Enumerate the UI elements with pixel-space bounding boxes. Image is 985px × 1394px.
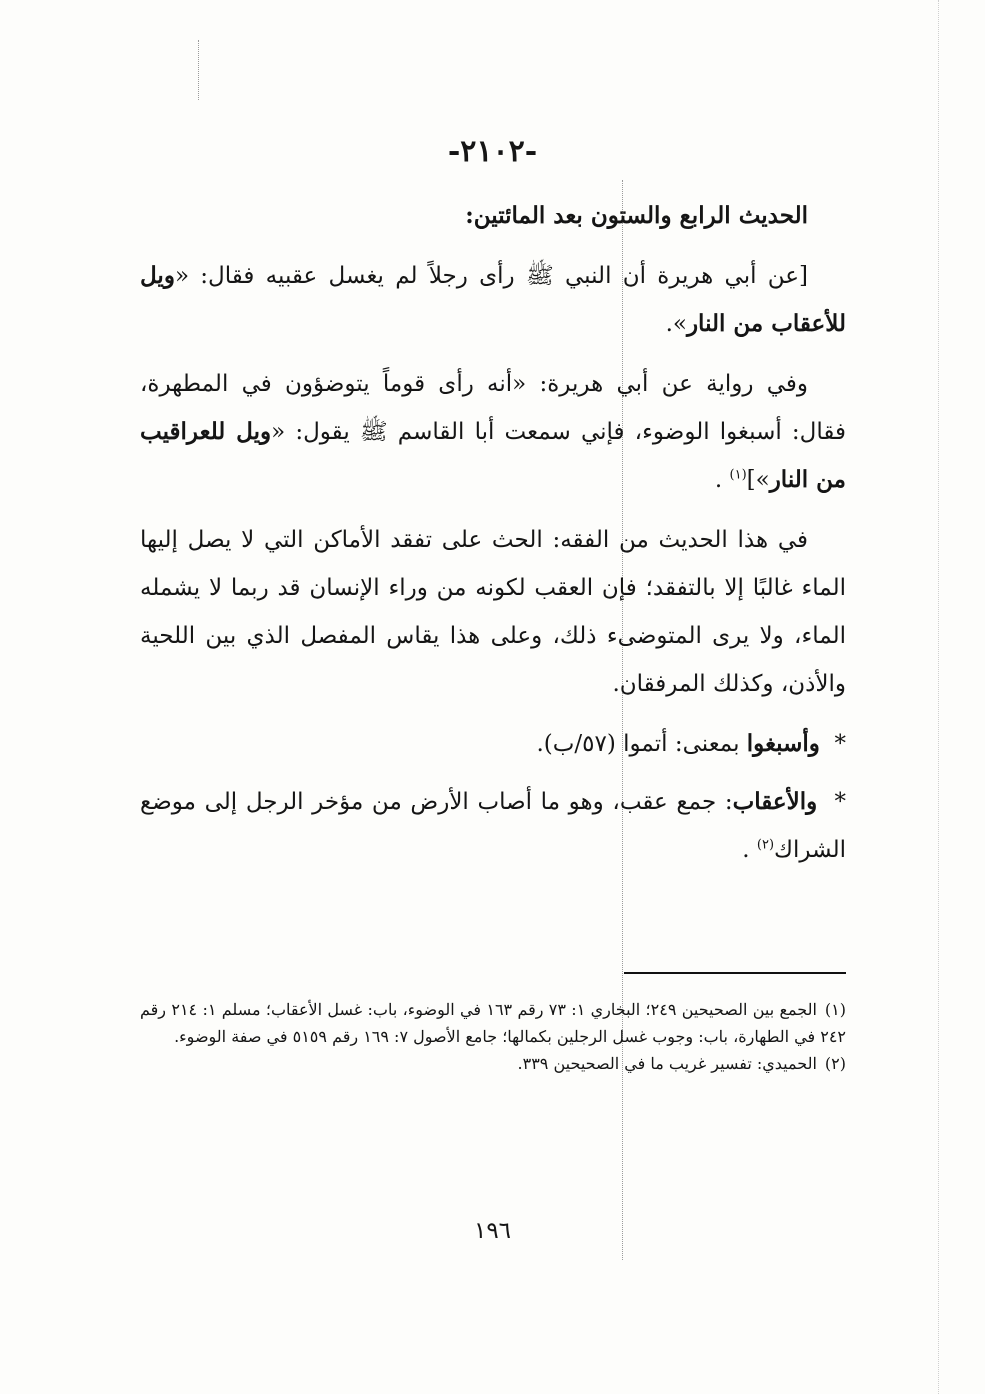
footnote: (١)الجمع بين الصحيحين ٢٤٩؛ البخاري ١: ٧٣ رقم ١٦٣ في الوضوء، باب: غسل الأعقاب؛ مسلم ١: ٢١٤ رقم ٢٤٢ في الطهارة، باب: وجوب غسل الرجلين بكمالها؛ جامع الأصول ٧: ١٦٩ رقم ٥١٥٩ في صفة الوضوء. — [140, 1000, 847, 1046]
definition-item: * وأسبغوا بمعنى: أتموا (٥٧/ب). — [536, 730, 846, 757]
hadith-text: [عن أبي هريرة أن النبي ﷺ رأى رجلاً لم يغسل عقبيه فقال: «ويل للأعقاب من النار». — [140, 262, 846, 337]
definition-item: * والأعقاب: جمع عقب، وهو ما أصاب الأرض من مؤخر الرجل إلى موضع الشراك$^{(٢)}$ . — [140, 788, 846, 863]
scan-artifact-line — [938, 0, 939, 1394]
hadith-variant-text: وفي رواية عن أبي هريرة: «أنه رأى قوماً يتوضؤون في المطهرة، فقال: أسبغوا الوضوء، فإني سمعت أبا القاسم ﷺ يقول: «ويل للعراقيب من النار»]$^{(١)}$ . — [140, 371, 846, 493]
commentary-paragraph: في هذا الحديث من الفقه: الحث على تفقد الأماكن التي لا يصل إليها الماء غالبًا إلا بالتفقد؛ فإن العقب لكونه من وراء الإنسان قد ربما لا يشمله الماء، ولا يرى المتوضىء ذلك، وعلى هذا يقاس المفصل الذي بين اللحية والأذن، وكذلك المرفقان. — [140, 527, 846, 697]
main-text — [140, 192, 846, 884]
scan-artifact-line — [198, 40, 199, 100]
footnote-separator — [624, 972, 846, 974]
footnotes — [140, 996, 846, 1077]
footnote-ref-1: (١) — [729, 467, 747, 483]
hadith-number: -٢١٠٢- — [447, 134, 538, 169]
section-heading: الحديث الرابع والستون بعد المائتين: — [465, 202, 808, 229]
page-number: ١٩٦ — [473, 1218, 512, 1244]
footnote: (٢)الحميدي: تفسير غريب ما في الصحيحين ٣٣٩. — [517, 1054, 846, 1073]
footnote-ref-2: (٢) — [756, 837, 775, 853]
